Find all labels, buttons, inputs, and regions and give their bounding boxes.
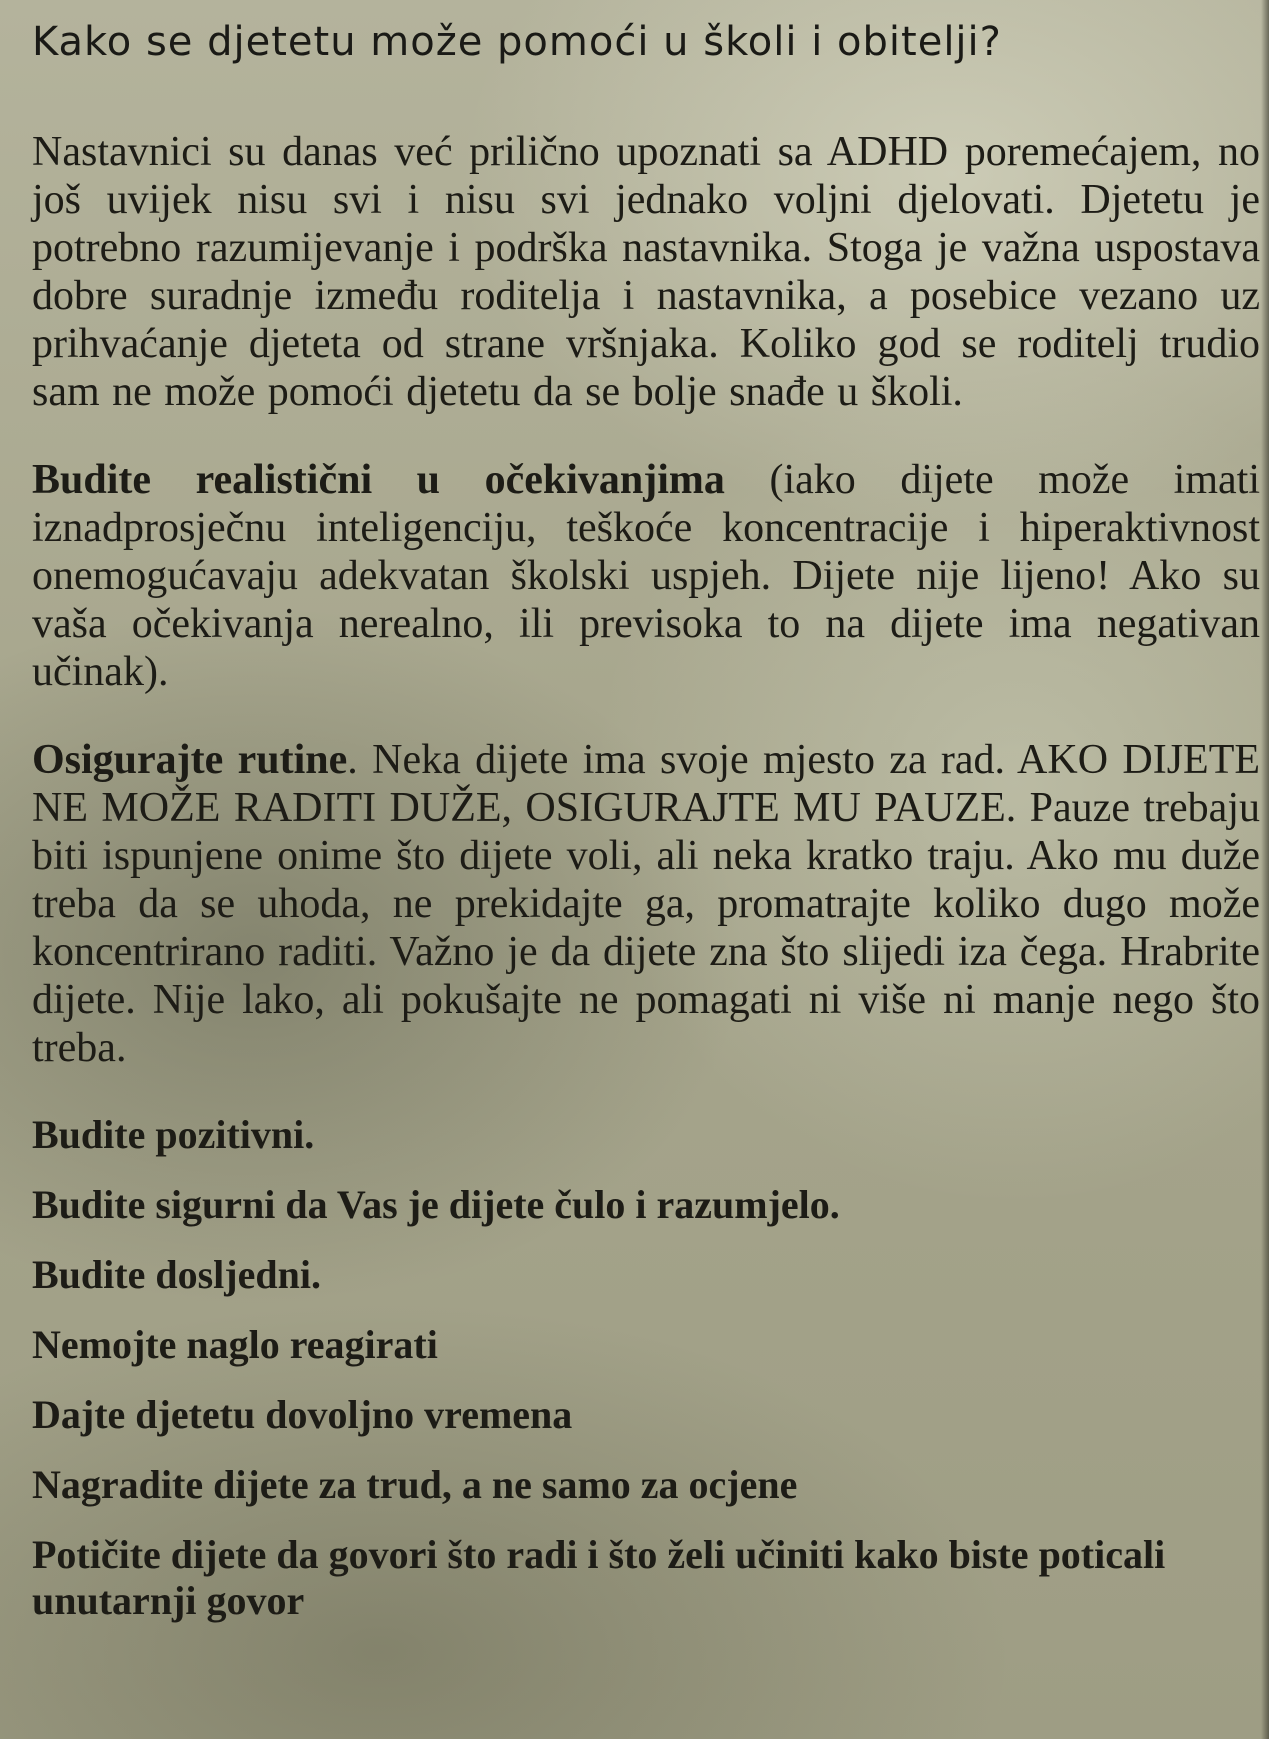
tip-item: Nagradite dijete za trud, a ne samo za ocjene: [32, 1462, 798, 1507]
tip-item: Budite pozitivni.: [32, 1112, 315, 1157]
realistic-paragraph: [32, 456, 1260, 696]
tips-list: [32, 1112, 1262, 1624]
tip-item: Budite sigurni da Vas je dijete čulo i razumjelo.: [32, 1182, 840, 1227]
routines-heading: Osigurajte rutine: [32, 737, 348, 783]
realistic-text: (iako dijete može imati iznadprosječnu inteligenciju, teškoće koncentracije i hiperaktivnost onemogućavaju adekvatan školski uspjeh. Dijete nije lijeno! Ako su vaša očekivanja nerealno, ili previsoka to na dijete ima negativan učinak).: [32, 457, 1260, 695]
tip-item: Nemojte naglo reagirati: [32, 1322, 438, 1367]
intro-paragraph: Nastavnici su danas već prilično upoznati sa ADHD poremećajem, no još uvijek nisu svi i nisu svi jednako voljni djelovati. Djetetu je potrebno razumijevanje i podrška nastavnika. Stoga je važna uspostava dobre suradnje između roditelja i nastavnika, a posebice vezano uz prihvaćanje djeteta od strane vršnjaka. Koliko god se roditelj trudio sam ne može pomoći djetetu da se bolje snađe u školi.: [32, 129, 1260, 415]
page-edge-shadow: [1261, 0, 1269, 1739]
routines-text: . Neka dijete ima svoje mjesto za rad. AKO DIJETE NE MOŽE RADITI DUŽE, OSIGURAJTE MU PAUZE. Pauze trebaju biti ispunjene onime što dijete voli, ali neka kratko traju. Ako mu duže treba da se uhoda, ne prekidajte ga, promatrajte koliko dugo može koncentrirano raditi. Važno je da dijete zna što slijedi iza čega. Hrabrite dijete. Nije lako, ali pokušajte ne pomagati ni više ni manje nego što treba.: [32, 737, 1261, 1071]
page-title: Kako se djetetu može pomoći u školi i obitelji?: [32, 19, 1002, 65]
tip-item: Dajte djetetu dovoljno vremena: [32, 1392, 573, 1437]
document-page: [32, 14, 1262, 1648]
tip-item: Budite dosljedni.: [32, 1252, 321, 1297]
realistic-heading: Budite realistični u očekivanjima: [32, 457, 725, 503]
routines-paragraph: [32, 736, 1260, 1072]
tip-item: Potičite dijete da govori što radi i što želi učiniti kako biste poticali unutarnji govor: [32, 1532, 1166, 1623]
